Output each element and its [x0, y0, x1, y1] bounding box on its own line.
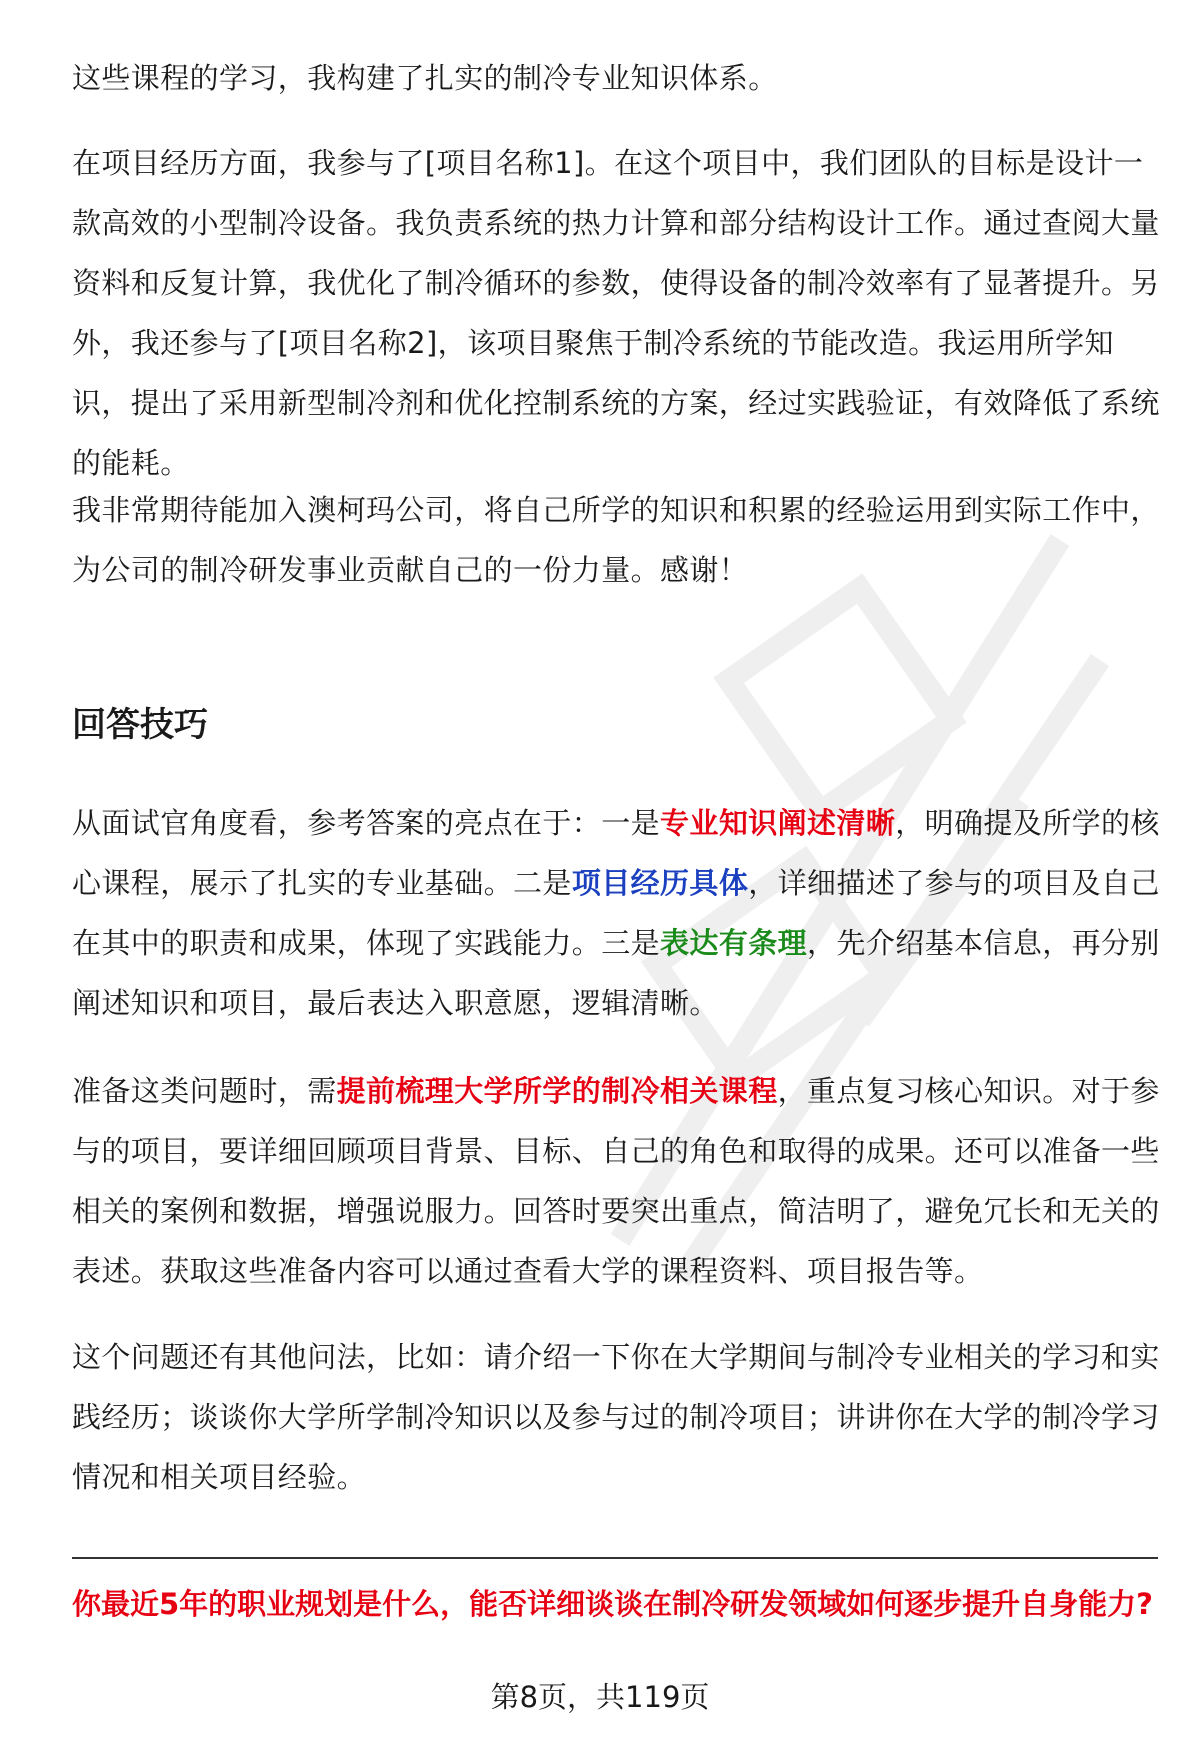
paragraph-other-phrasings: 这个问题还有其他问法，比如：请介绍一下你在大学期间与制冷专业相关的学习和实践经历；谈谈你大学所学制冷知识以及参与过的制冷项目；讲讲你在大学的制冷学习情况和相关项目经验。	[72, 1340, 1160, 1494]
page-number: 第8页，共119页	[490, 1680, 710, 1714]
tips-text: 准备这类问题时，需	[72, 1074, 337, 1108]
paragraph-tips-highlights	[72, 793, 1162, 1033]
highlight-review-courses: 提前梳理大学所学的制冷相关课程	[336, 1074, 778, 1108]
section-divider	[72, 1557, 1158, 1559]
next-question-title: 你最近5年的职业规划是什么，能否详细谈谈在制冷研发领域如何逐步提升自身能力?	[72, 1587, 1154, 1621]
highlight-project-experience: 项目经历具体	[571, 866, 749, 900]
tips-text: ，重点复习核心知识。对于参与的项目，要详细回顾项目背景、目标、自己的角色和取得的成果。还可以准备一些相关的案例和数据，增强说服力。回答时要突出重点，简洁明了，避免冗长和无关的表述。获取这些准备内容可以通过查看大学的课程资料、项目报告等。	[72, 1074, 1160, 1288]
tips-text: ，明确提及所学的核心课程，展示了扎实的专业基础。二是	[72, 806, 1160, 900]
tips-text: ，先介绍基本信息，再分别阐述知识和项目，最后表达入职意愿，逻辑清晰。	[72, 926, 1160, 1020]
section-heading-answer-tips: 回答技巧	[72, 705, 208, 745]
tips-text: 从面试官角度看，参考答案的亮点在于：一是	[72, 806, 661, 840]
highlight-well-organized: 表达有条理	[660, 926, 808, 960]
paragraph-courses-summary: 这些课程的学习，我构建了扎实的制冷专业知识体系。	[72, 61, 778, 95]
paragraph-tips-preparation	[72, 1061, 1162, 1301]
paragraph-project-experience: 在项目经历方面，我参与了[项目名称1]。在这个项目中，我们团队的目标是设计一款高效的小型制冷设备。我负责系统的热力计算和部分结构设计工作。通过查阅大量资料和反复计算，我优化了制冷循环的参数，使得设备的制冷效率有了显著提升。另外，我还参与了[项目名称2]，该项目聚焦于制冷系统的节能改造。我运用所学知识，提出了采用新型制冷剂和优化控制系统的方案，经过实践验证，有效降低了系统的能耗。	[72, 146, 1160, 480]
highlight-professional-knowledge: 专业知识阐述清晰	[660, 806, 896, 840]
paragraph-closing: 我非常期待能加入澳柯玛公司，将自己所学的知识和积累的经验运用到实际工作中，为公司的制冷研发事业贡献自己的一份力量。感谢！	[72, 493, 1160, 587]
tips-text: ，详细描述了参与的项目及自己在其中的职责和成果，体现了实践能力。三是	[72, 866, 1160, 960]
